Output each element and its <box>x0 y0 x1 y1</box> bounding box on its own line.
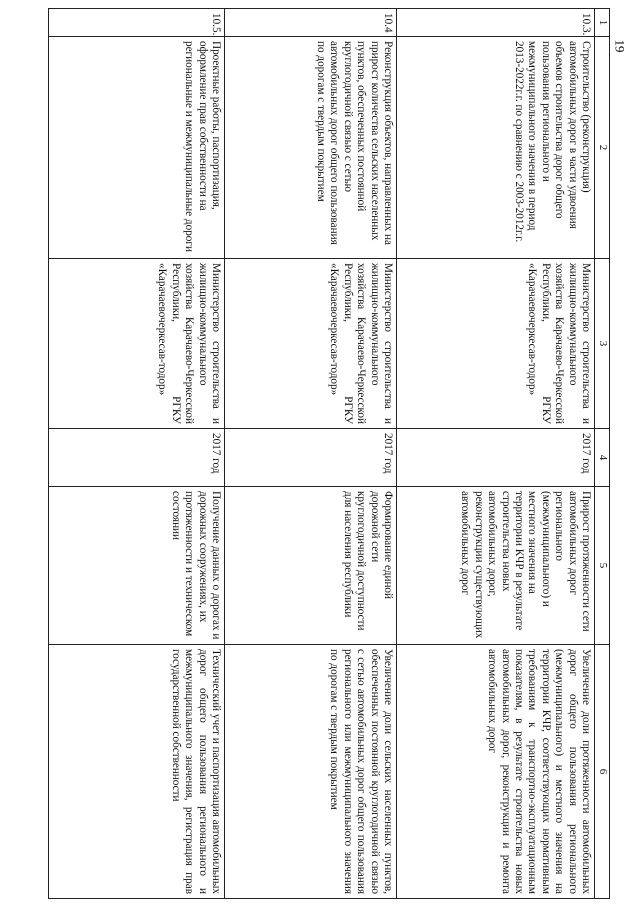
year-cell: 2017 год <box>49 429 225 487</box>
header-col-2: 2 <box>595 37 610 259</box>
indicator-cell: Увеличение доли сельских населенных пунктов, обеспеченных постоянной круглогодичной связью с сетью автомобильных дорог общего пользования регионального или межмуниципального значения по дорогам с твердым покрытием <box>225 645 397 899</box>
activity-cell: Строительство (реконструкция) автомобильных дорог в части удвоения объемов строительства дорог общего пользования регионального и межмуниципального значения в период 2013-2022г.г. по сравнению с 2003-2012г.г. <box>397 37 595 259</box>
header-col-1: 1 <box>595 9 610 37</box>
table-row <box>397 9 595 899</box>
header-col-3: 3 <box>595 259 610 429</box>
executor-cell: Министерство строительства и жилищно-коммунального хозяйства Карачаево-Черкесской Республики, РГКУ «Карачаевочеркесав-тодор» <box>225 259 397 429</box>
year-cell: 2017 год <box>225 429 397 487</box>
header-col-4: 4 <box>595 429 610 487</box>
indicator-cell: Увеличение доли протяженности автомобильных дорог общего пользования регионального (межмуниципального) и местного значения на территории КЧР, соответствующих нормативным требованиям к транспортно-эксплуатационным показателям, в результате строительства новых автомобильных дорог, реконструкции и ремонта автомобильных дорог <box>397 645 595 899</box>
page-number: 19 <box>612 39 628 53</box>
table-row <box>225 9 397 899</box>
activities-table <box>48 8 610 899</box>
result-cell: Прирост протяженности сети автомобильных дорог регионального (межмуниципального) и местного значения на территории КЧР в результате строительства новых автомобильных дорог, реконструкции существующих автомобильных дорог <box>397 487 595 645</box>
header-col-6: 6 <box>595 645 610 899</box>
activity-cell: Реконструкция объектов, направленных на прирост количества сельских населенных пунктов, обеспеченных постоянной круглогодичной связью с сетью автомобильных дорог общего пользования по дорогам с твердым покрытием <box>225 37 397 259</box>
header-col-5: 5 <box>595 487 610 645</box>
result-cell: Формирование единой дорожной сети круглогодичной доступности для населения республики <box>225 487 397 645</box>
year-cell: 2017 год <box>397 429 595 487</box>
executor-cell: Министерство строительства и жилищно-коммунального хозяйства Карачаево-Черкесской Республики, РГКУ «Карачаевочеркесав-тодор» <box>49 259 225 429</box>
table-row <box>49 9 225 899</box>
indicator-cell: Технический учет и паспортизация автомобильных дорог общего пользования регионального и межмуниципального значения, регистрация прав государственной собственности <box>49 645 225 899</box>
row-number: 10.3. <box>397 9 595 37</box>
activity-cell: Проектные работы, паспортизация, оформление прав собственности на региональные и межмуниципальные дороги <box>49 37 225 259</box>
executor-cell: Министерство строительства и жилищно-коммунального хозяйства Карачаево-Черкесской Республики, РГКУ «Карачаевочеркесав-тодор» <box>397 259 595 429</box>
result-cell: Получение данных о дорогах и дорожных сооружениях, их протяженности и техническом состоянии <box>49 487 225 645</box>
row-number: 10.4 <box>225 9 397 37</box>
header-row <box>595 9 610 899</box>
rotated-table-container <box>50 8 610 898</box>
row-number: 10.5. <box>49 9 225 37</box>
